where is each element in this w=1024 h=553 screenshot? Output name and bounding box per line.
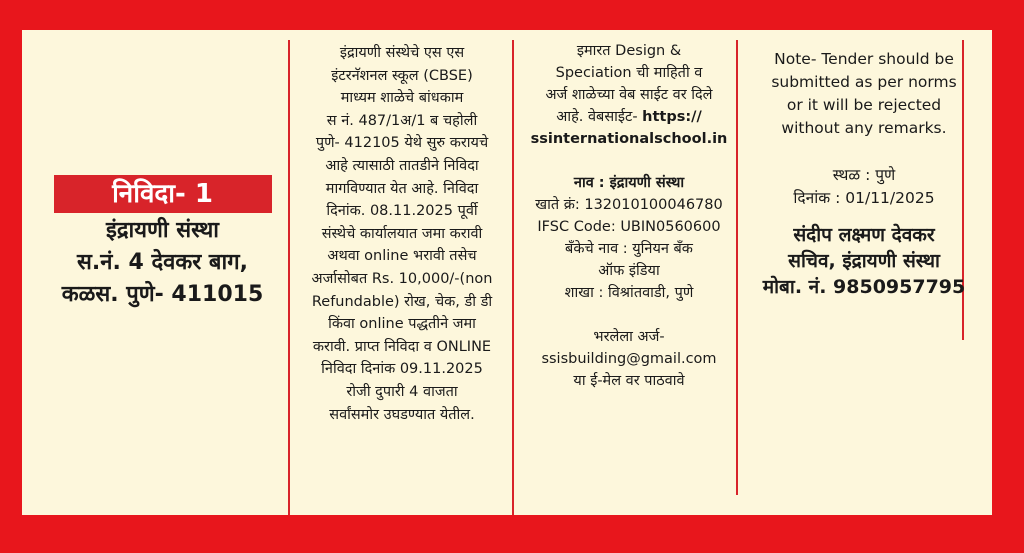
submission-email[interactable]: ssisbuilding@gmail.com — [541, 351, 717, 367]
notice-line: स नं. 487/1अ/1 ब चहोली — [326, 112, 478, 129]
organization-name: इंद्रायणी संस्था — [106, 218, 219, 243]
signatory-mobile[interactable]: मोबा. नं. 9850957795 — [762, 276, 966, 298]
note-line: submitted as per norms — [771, 73, 957, 91]
design-info-line: Speciation ची माहिती व — [555, 65, 703, 81]
bank-name: बँकेचे नाव : युनियन बँक — [565, 241, 693, 257]
submission-line: या ई-मेल वर पाठवावे — [573, 373, 685, 389]
notice-line: रोजी दुपारी 4 वाजता — [346, 383, 458, 400]
website-url-prefix[interactable]: https:// — [642, 109, 702, 125]
signatory-designation: सचिव, इंद्रायणी संस्था — [788, 250, 940, 272]
tender-heading: निविदा- 1 — [54, 175, 272, 213]
notice-line: सर्वांसमोर उघडण्यात येतील. — [329, 406, 475, 423]
note-line: Note- Tender should be — [774, 50, 954, 68]
notice-line: Refundable) रोख, चेक, डी डी — [311, 293, 493, 310]
notice-line: निविदा दिनांक 09.11.2025 — [321, 361, 483, 378]
notice-line: किंवा online पद्धतीने जमा — [328, 316, 476, 333]
notice-line: इंटरनॅशनल स्कूल (CBSE) — [331, 67, 473, 84]
notice-body — [293, 42, 511, 426]
tender-notice — [22, 30, 992, 515]
note-block — [744, 48, 984, 300]
organization-address-line: स.नं. 4 देवकर बाग, — [77, 250, 248, 275]
notice-line: इंद्रायणी संस्थेचे एस एस — [339, 45, 465, 61]
organization-block — [40, 175, 285, 311]
notice-line: आहे त्यासाठी तातडीने निविदा — [325, 157, 479, 174]
notice-line: अर्जासोबत Rs. 10,000/-(non — [311, 270, 493, 287]
notice-line: माध्यम शाळेचे बांधकाम — [340, 90, 464, 107]
design-info-line: अर्ज शाळेच्या वेब साईट वर दिले — [545, 87, 713, 103]
organization-address-line: कळस. पुणे- 411015 — [61, 282, 264, 307]
date-line: दिनांक : 01/11/2025 — [793, 189, 935, 207]
website-url[interactable]: ssinternationalschool.in — [530, 131, 728, 147]
notice-line: करावी. प्राप्त निविदा व ONLINE — [312, 338, 492, 355]
bank-name: ऑफ इंडिया — [598, 263, 660, 279]
design-info-line: इमारत Design & — [576, 43, 682, 59]
design-info-line — [517, 106, 741, 128]
bank-account-name: नाव : इंद्रायणी संस्था — [573, 175, 685, 191]
column-divider — [512, 40, 514, 515]
notice-line: अथवा online भरावी तसेच — [327, 248, 477, 265]
note-line: without any remarks. — [781, 119, 947, 137]
place-line: स्थळ : पुणे — [832, 166, 896, 184]
submission-line: भरलेला अर्ज- — [593, 329, 665, 345]
notice-line: संस्थेचे कार्यालयात जमा करावी — [321, 225, 483, 242]
bank-branch: शाखा : विश्रांतवाडी, पुणे — [564, 285, 694, 301]
notice-line: पुणे- 412105 येथे सुरु करायचे — [315, 135, 489, 152]
bank-ifsc-code: IFSC Code: UBIN0560600 — [537, 219, 721, 235]
bank-account-number: खाते क्रं: 132010100046780 — [535, 197, 723, 213]
notice-line: मागविण्यात येत आहे. निविदा — [325, 180, 479, 197]
note-line: or it will be rejected — [786, 96, 942, 114]
details-block — [517, 40, 741, 392]
notice-line: दिनांक. 08.11.2025 पूर्वी — [326, 203, 478, 220]
signatory-name: संदीप लक्ष्मण देवकर — [793, 224, 935, 246]
website-label: आहे. वेबसाईट- — [556, 109, 638, 125]
column-divider — [288, 40, 290, 515]
